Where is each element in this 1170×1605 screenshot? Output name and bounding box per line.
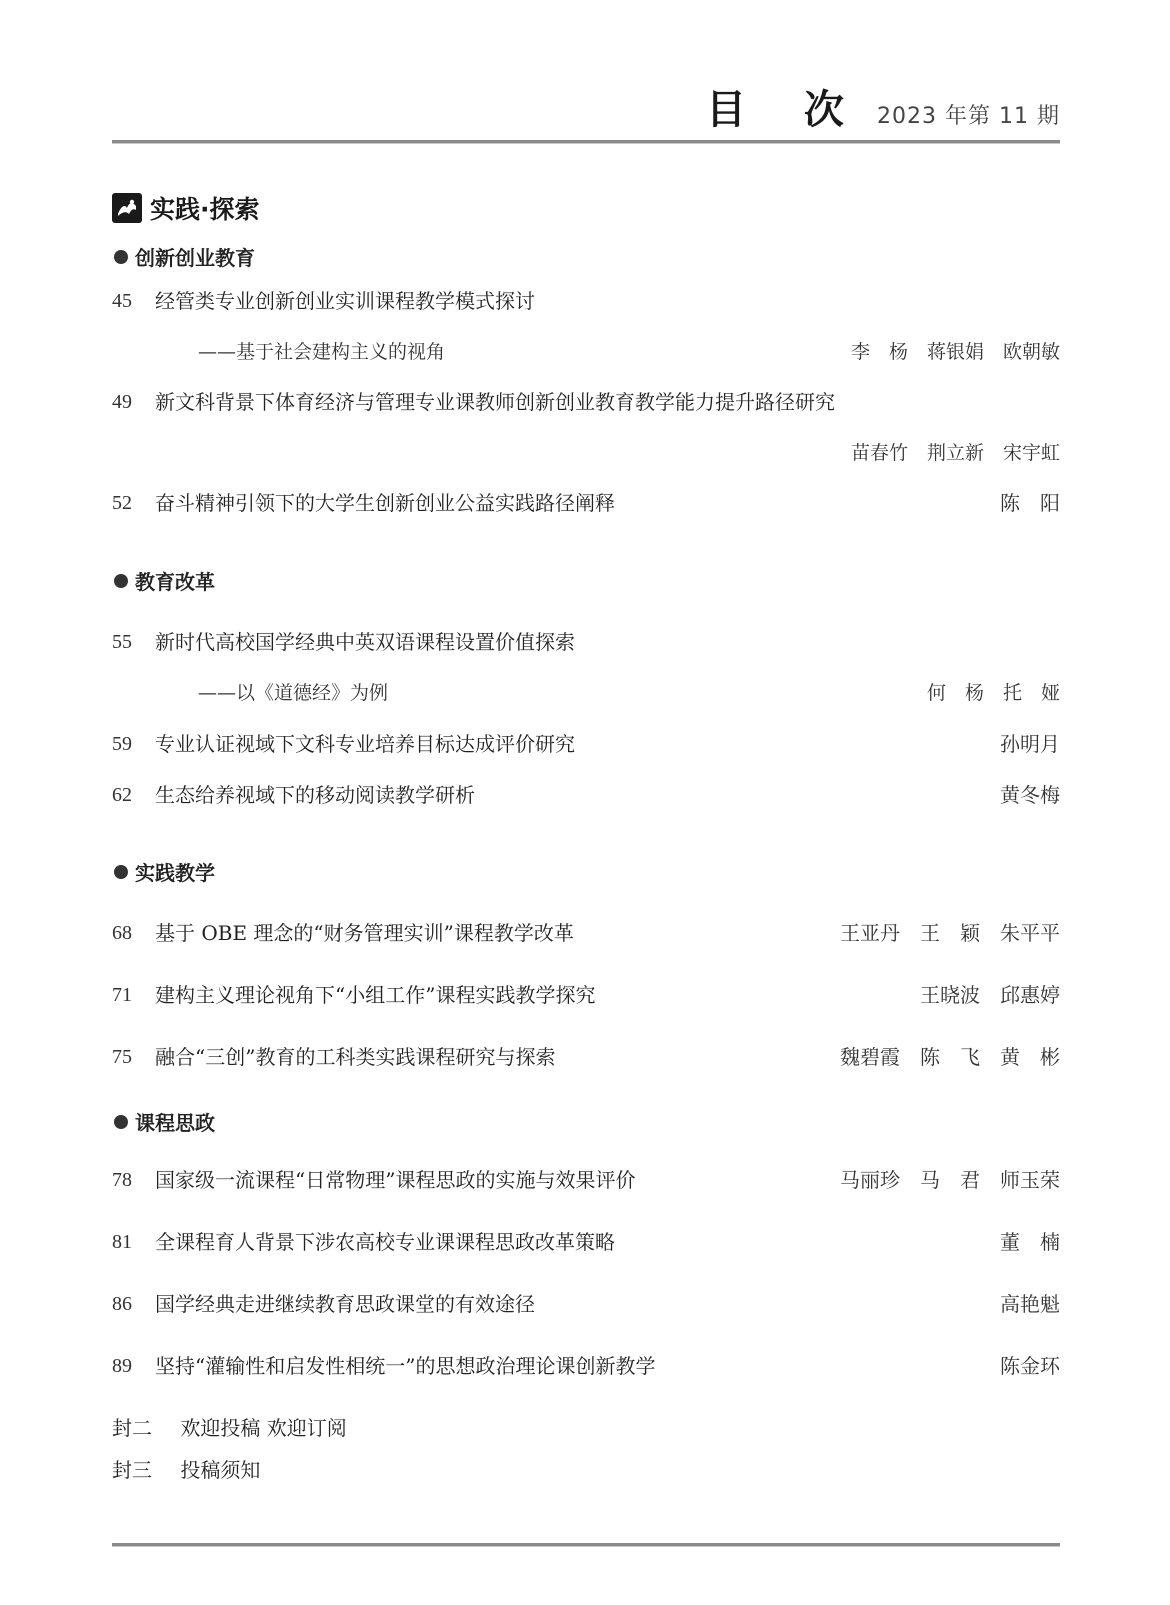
article-authors: 何 杨 托 娅: [926, 682, 1060, 704]
section-label: 创新创业教育: [135, 246, 255, 270]
page-number: 62: [112, 784, 132, 806]
page-number: 49: [112, 391, 132, 413]
column-logo-icon: [112, 193, 142, 223]
article-authors: 陈 阳: [1000, 491, 1060, 515]
toc-entry[interactable]: [112, 779, 1060, 811]
section-label: 课程思政: [135, 1111, 215, 1135]
toc-entry[interactable]: [112, 1041, 1060, 1073]
section-header: [114, 1107, 215, 1136]
article-subtitle: ——以《道德经》为例: [198, 682, 389, 704]
article-title: 奋斗精神引领下的大学生创新创业公益实践路径阐释: [155, 491, 615, 515]
page-number: 52: [112, 492, 132, 514]
page-title: 目 次: [706, 86, 866, 133]
page-number: 55: [112, 631, 132, 653]
article-authors: 陈金环: [1000, 1354, 1060, 1378]
bullet-icon: [114, 1115, 128, 1129]
article-title: 基于 OBE 理念的“财务管理实训”课程教学改革: [155, 921, 574, 945]
cover-text: 投稿须知: [180, 1458, 261, 1482]
article-authors: 高艳魁: [1000, 1292, 1060, 1316]
article-title: 新时代高校国学经典中英双语课程设置价值探索: [155, 630, 575, 654]
article-subtitle: ——基于社会建构主义的视角: [198, 341, 446, 363]
article-authors: 李 杨 蒋银娟 欧朝敏: [850, 341, 1060, 363]
page-number: 78: [112, 1169, 132, 1191]
article-title: 坚持“灌输性和启发性相统一”的思想政治理论课创新教学: [155, 1354, 656, 1378]
section-header: [114, 242, 255, 271]
section-header: [114, 566, 215, 595]
header-divider: [112, 140, 1060, 144]
toc-header: [0, 78, 1060, 135]
article-title: 国家级一流课程“日常物理”课程思政的实施与效果评价: [155, 1168, 636, 1192]
toc-entry[interactable]: [112, 487, 1060, 519]
page-number: 59: [112, 733, 132, 755]
article-title: 国学经典走进继续教育思政课堂的有效途径: [155, 1292, 535, 1316]
column-title-label: 实践·探索: [150, 195, 260, 224]
toc-entry[interactable]: [112, 1288, 1060, 1320]
bullet-icon: [114, 865, 128, 879]
article-authors: 魏碧霞 陈 飞 黄 彬: [840, 1045, 1060, 1069]
page-number: 68: [112, 922, 132, 944]
column-title: [112, 190, 260, 226]
article-title: 生态给养视域下的移动阅读教学研析: [155, 783, 475, 807]
cover-note: [112, 1455, 260, 1485]
section-label: 教育改革: [135, 570, 215, 594]
toc-entry[interactable]: [112, 285, 1060, 317]
article-title: 全课程育人背景下涉农高校专业课课程思政改革策略: [155, 1230, 615, 1254]
article-authors: 王晓波 邱惠婷: [920, 983, 1060, 1007]
cover-note: [112, 1413, 347, 1443]
article-title: 新文科背景下体育经济与管理专业课教师创新创业教育教学能力提升路径研究: [155, 390, 835, 414]
cover-label: 封三: [112, 1458, 152, 1482]
cover-text: 欢迎投稿 欢迎订阅: [180, 1416, 347, 1440]
toc-entry-subline: [112, 336, 1060, 368]
section-header: [114, 857, 215, 886]
toc-entry[interactable]: [112, 979, 1060, 1011]
toc-entry[interactable]: [112, 1350, 1060, 1382]
toc-entry[interactable]: [112, 626, 1060, 658]
page-number: 75: [112, 1046, 132, 1068]
article-title: 建构主义理论视角下“小组工作”课程实践教学探究: [155, 983, 596, 1007]
toc-entry[interactable]: [112, 917, 1060, 949]
page-number: 45: [112, 290, 132, 312]
cover-label: 封二: [112, 1416, 152, 1440]
page-number: 81: [112, 1231, 132, 1253]
toc-entry[interactable]: [112, 728, 1060, 760]
article-title: 经管类专业创新创业实训课程教学模式探讨: [155, 289, 535, 313]
article-title: 融合“三创”教育的工科类实践课程研究与探索: [155, 1045, 556, 1069]
bullet-icon: [114, 250, 128, 264]
toc-entry[interactable]: [112, 1164, 1060, 1196]
article-authors: 董 楠: [1000, 1230, 1060, 1254]
issue-label: 2023 年第 11 期: [877, 104, 1060, 129]
page-number: 71: [112, 984, 132, 1006]
article-authors: 苗春竹 荆立新 宋宇虹: [850, 442, 1060, 464]
article-authors: 马丽珍 马 君 师玉荣: [840, 1168, 1060, 1192]
bullet-icon: [114, 574, 128, 588]
toc-entry-subline: [112, 437, 1060, 469]
article-authors: 孙明月: [1000, 732, 1060, 756]
toc-entry[interactable]: [112, 386, 1060, 418]
page-number: 89: [112, 1355, 132, 1377]
article-authors: 黄冬梅: [1000, 783, 1060, 807]
toc-entry[interactable]: [112, 1226, 1060, 1258]
article-authors: 王亚丹 王 颖 朱平平: [840, 921, 1060, 945]
article-title: 专业认证视域下文科专业培养目标达成评价研究: [155, 732, 575, 756]
footer-divider: [112, 1543, 1060, 1547]
section-label: 实践教学: [135, 861, 215, 885]
toc-entry-subline: [112, 677, 1060, 709]
page-number: 86: [112, 1293, 132, 1315]
